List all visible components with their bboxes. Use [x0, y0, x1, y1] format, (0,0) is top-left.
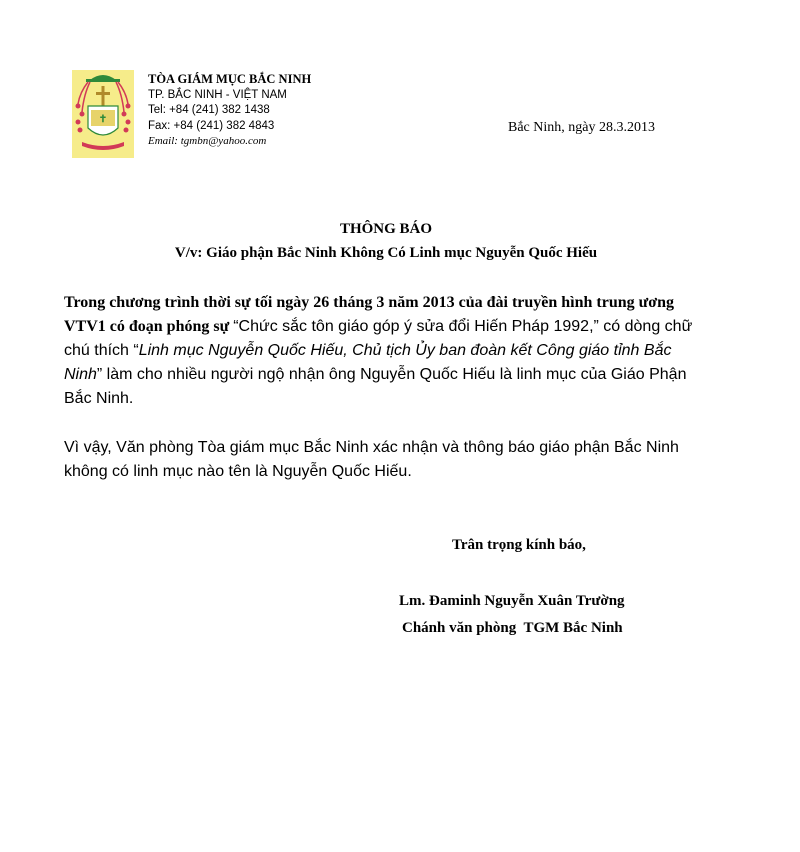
paragraph-1-part-1: Trong chương trình thời sự tối ngày 26 tháng 3 năm 2013 của đài truyền hình trung ương VTV1 có đoạn phóng sự — [64, 294, 675, 335]
letterhead — [148, 72, 311, 150]
signatory-name: Lm. Đaminh Nguyễn Xuân Trường — [399, 593, 625, 609]
letterhead-phone: Tel: +84 (241) 382 1438 — [148, 104, 270, 116]
paragraph-1-part-2: “Chức sắc tôn giáo góp ý sửa đổi Hiến Pháp 1992,” có dòng chữ chú thích “ — [64, 318, 693, 359]
letterhead-fax: Fax: +84 (241) 382 4843 — [148, 119, 275, 132]
body-paragraph-1 — [64, 291, 714, 411]
closing-salutation: Trân trọng kính báo, — [452, 537, 586, 553]
place-and-date: Bắc Ninh, ngày 28.3.2013 — [508, 120, 655, 135]
body-paragraph-2: Vì vậy, Văn phòng Tòa giám mục Bắc Ninh xác nhận và thông báo giáo phận Bắc Ninh không có linh mục nào tên là Nguyễn Quốc Hiếu. — [64, 439, 679, 480]
letterhead-organization: TÒA GIÁM MỤC BẮC NINH — [148, 72, 312, 86]
letterhead-city: TP. BẮC NINH - VIỆT NAM — [148, 88, 287, 101]
diocese-coat-of-arms-icon — [72, 70, 134, 158]
document-title: THÔNG BÁO — [339, 221, 433, 237]
paragraph-1-part-4: ” làm cho nhiều người ngộ nhận ông Nguyễn Quốc Hiếu là linh mục của Giáo Phận Bắc Ninh. — [64, 366, 687, 407]
svg-text:✝: ✝ — [98, 114, 108, 125]
paragraph-1-quoted-caption: Linh mục Nguyễn Quốc Hiếu, Chủ tịch Ủy ban đoàn kết Công giáo tỉnh Bắc Ninh — [64, 342, 672, 383]
document-subject: V/v: Giáo phận Bắc Ninh Không Có Linh mục Nguyễn Quốc Hiếu — [174, 245, 598, 261]
signatory-title: Chánh văn phòng TGM Bắc Ninh — [402, 620, 623, 636]
letterhead-email: Email: tgmbn@yahoo.com — [148, 135, 267, 147]
